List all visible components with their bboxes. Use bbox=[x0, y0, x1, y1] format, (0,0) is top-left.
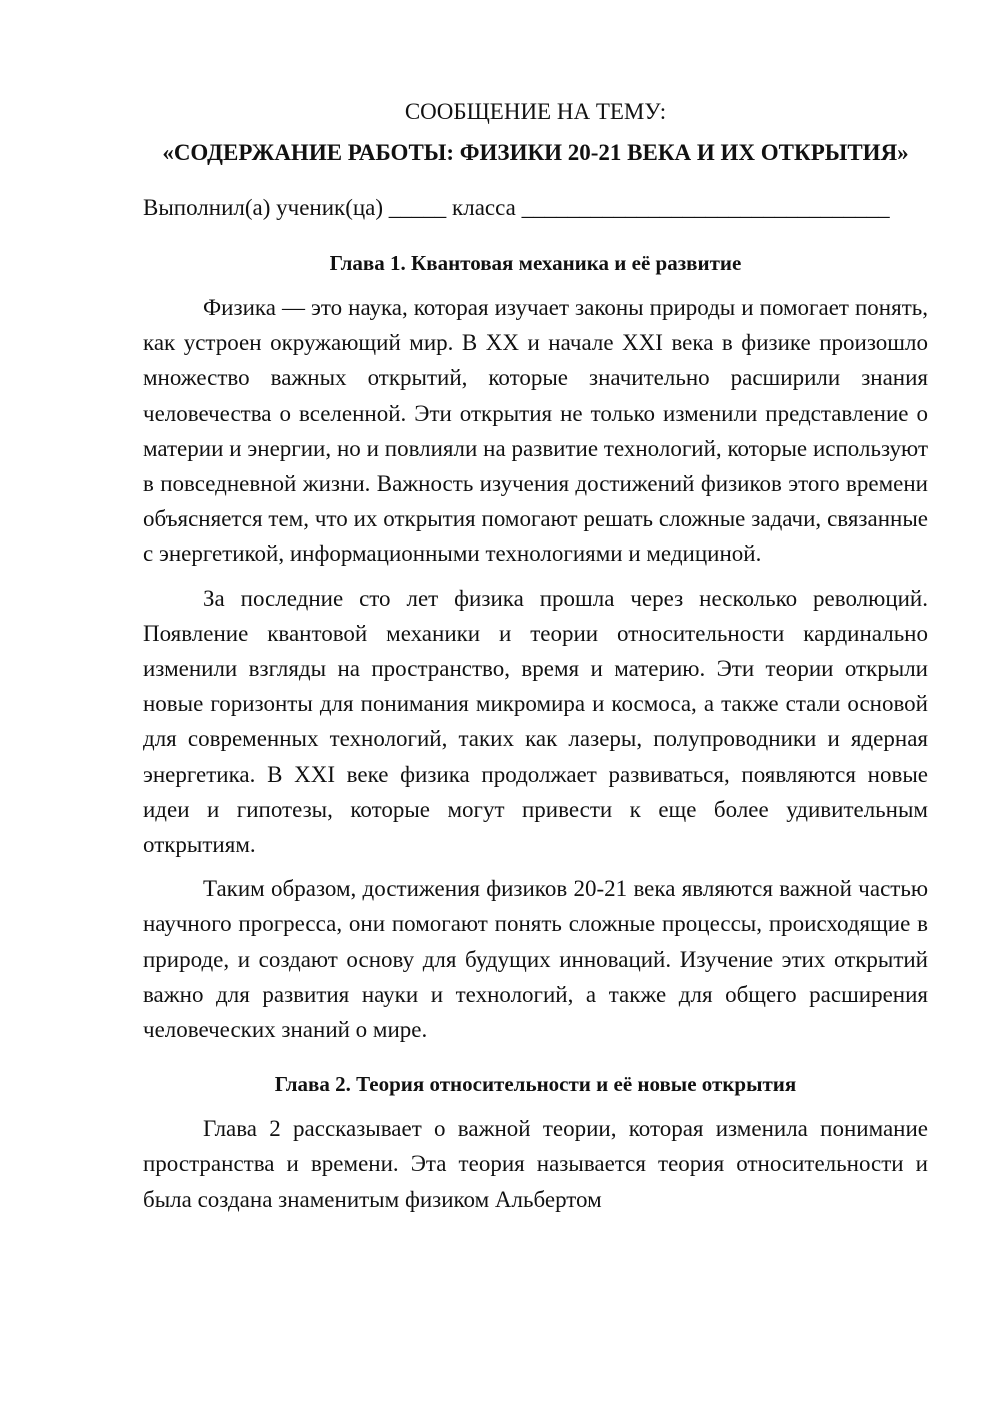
chapter-1 bbox=[143, 246, 928, 1047]
chapter-heading: Глава 2. Теория относительности и её новые открытия bbox=[274, 1072, 797, 1097]
document-title: СООБЩЕНИЕ НА ТЕМУ: bbox=[404, 99, 667, 124]
paragraph: Таким образом, достижения физиков 20-21 века являются важной частью научного прогресса, они помогают понять сложные процессы, происходящие в природе, и создают основу для будущих инноваций. Изучение этих открытий важно для развития науки и технологий, а также для общего расширения человеческих знаний о мире. bbox=[143, 876, 928, 1043]
document-page bbox=[143, 94, 928, 1226]
paragraph: Глава 2 рассказывает о важной теории, которая изменила понимание пространства и времени. Эта теория называется теория относительности и была создана знаменитым физиком Альбертом bbox=[143, 1116, 928, 1212]
paragraph: Физика — это наука, которая изучает законы природы и помогает понять, как устроен окружающий мир. В XX и начале XXI века в физике произошло множество важных открытий, которые значительно расширили знания человечества о вселенной. Эти открытия не только изменили представление о материи и энергии, но и повлияли на развитие технологий, которые используют в повседневной жизни. Важность изучения достижений физиков этого времени объясняется тем, что их открытия помогают решать сложные задачи, связанные с энергетикой, информационными технологиями и медициной. bbox=[143, 295, 928, 567]
paragraph: За последние сто лет физика прошла через несколько революций. Появление квантовой механики и теории относительности кардинально изменили взгляды на пространство, время и материю. Эти теории открыли новые горизонты для понимания микромира и космоса, а также стали основой для современных технологий, таких как лазеры, полупроводники и ядерная энергетика. В XXI веке физика продолжает развиваться, появляются новые идеи и гипотезы, которые могут привести к еще более удивительным открытиям. bbox=[143, 585, 928, 858]
document-topic: «СОДЕРЖАНИЕ РАБОТЫ: ФИЗИКИ 20-21 ВЕКА И ИХ ОТКРЫТИЯ» bbox=[162, 140, 909, 165]
performer-line: Выполнил(а) ученик(ца) _____ класса ________________________________ bbox=[143, 195, 890, 220]
chapter-2 bbox=[143, 1067, 928, 1217]
chapter-heading: Глава 1. Квантовая механика и её развитие bbox=[329, 251, 742, 275]
